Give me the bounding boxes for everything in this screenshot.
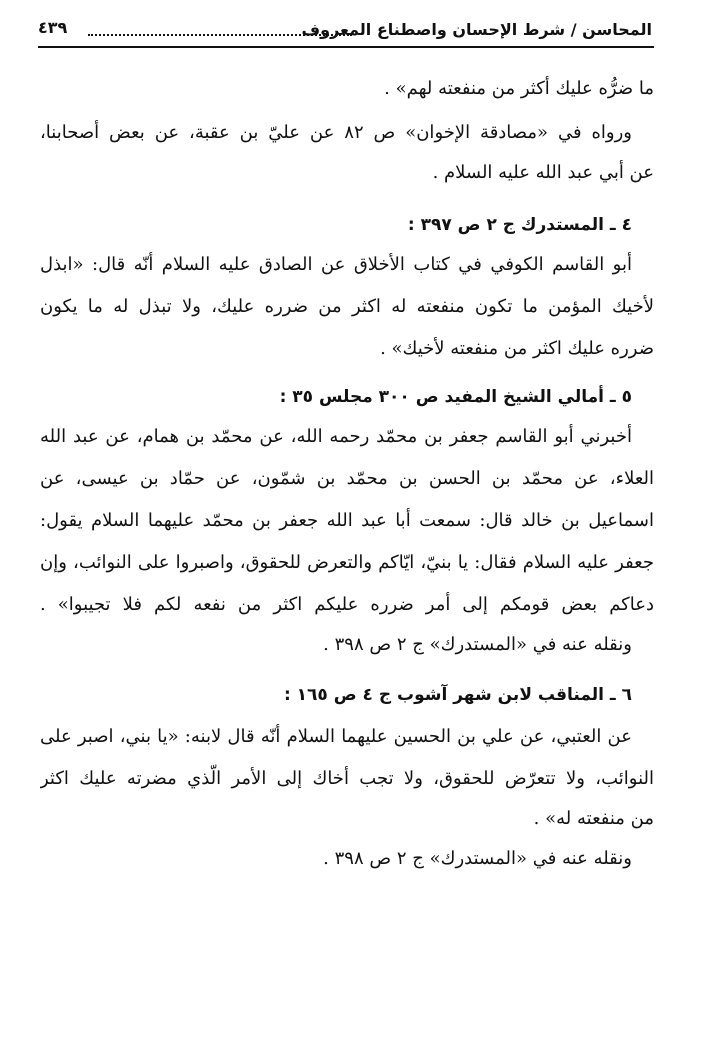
text-line: عن العتبي، عن علي بن الحسين عليهما السلام أنّه قال لابنه: «يا بني، اصبر على — [40, 726, 632, 747]
header-rule — [38, 46, 654, 48]
text-line: النوائب، ولا تتعرّض للحقوق، ولا تجب أخاك إلى الأمر الّذي مضرته عليك اكثر — [40, 768, 654, 789]
text-line: أخبرني أبو القاسم جعفر بن محمّد رحمه الله، عن محمّد بن همام، عن عبد الله — [40, 426, 632, 447]
running-header — [38, 16, 652, 46]
section-heading: ٥ ـ أمالي الشيخ المفيد ص ٣٠٠ مجلس ٣٥ : — [279, 387, 632, 407]
text-line: من منفعته له» . — [533, 808, 654, 829]
page-number: ٤٣٩ — [38, 18, 68, 37]
text-line: أبو القاسم الكوفي في كتاب الأخلاق عن الصادق عليه السلام أنّه قال: «ابذل — [40, 254, 632, 275]
header-title: المحاسن / شرط الإحسان واصطناع المعروف — [301, 20, 652, 39]
text-line: اسماعيل بن خالد قال: سمعت أبا عبد الله جعفر بن محمّد عليهما السلام يقول: — [40, 510, 654, 531]
text-line: ورواه في «مصادقة الإخوان» ص ٨٢ عن عليّ بن عقبة، عن بعض أصحابنا، — [40, 122, 632, 143]
text-line: ضرره عليك اكثر من منفعته لأخيك» . — [380, 338, 654, 359]
text-line: لأخيك المؤمن ما تكون منفعته له اكثر من ضرره عليك، ولا تبذل له ما يكون — [40, 296, 654, 317]
text-line: ونقله عنه في «المستدرك» ج ٢ ص ٣٩٨ . — [323, 848, 632, 869]
text-line: العلاء، عن محمّد بن الحسن بن محمّد بن شمّون، عن حمّاد بن عيسى، عن — [40, 468, 654, 489]
text-line: دعاكم بعض قومكم إلى أمر ضرره عليكم اكثر من نفعه لكم فلا تجيبوا» . — [40, 594, 654, 615]
text-line: جعفر عليه السلام فقال: يا بنيّ، ايّاكم والتعرض للحقوق، واصبروا على النوائب، وإن — [40, 552, 654, 573]
section-heading: ٦ ـ المناقب لابن شهر آشوب ج ٤ ص ١٦٥ : — [283, 685, 632, 705]
header-leader-dots — [88, 20, 352, 36]
text-line: ما ضرُّه عليك أكثر من منفعته لهم» . — [384, 78, 654, 99]
section-heading: ٤ ـ المستدرك ج ٢ ص ٣٩٧ : — [407, 215, 632, 235]
text-line: عن أبي عبد الله عليه السلام . — [432, 162, 654, 183]
text-line: ونقله عنه في «المستدرك» ج ٢ ص ٣٩٨ . — [323, 634, 632, 655]
